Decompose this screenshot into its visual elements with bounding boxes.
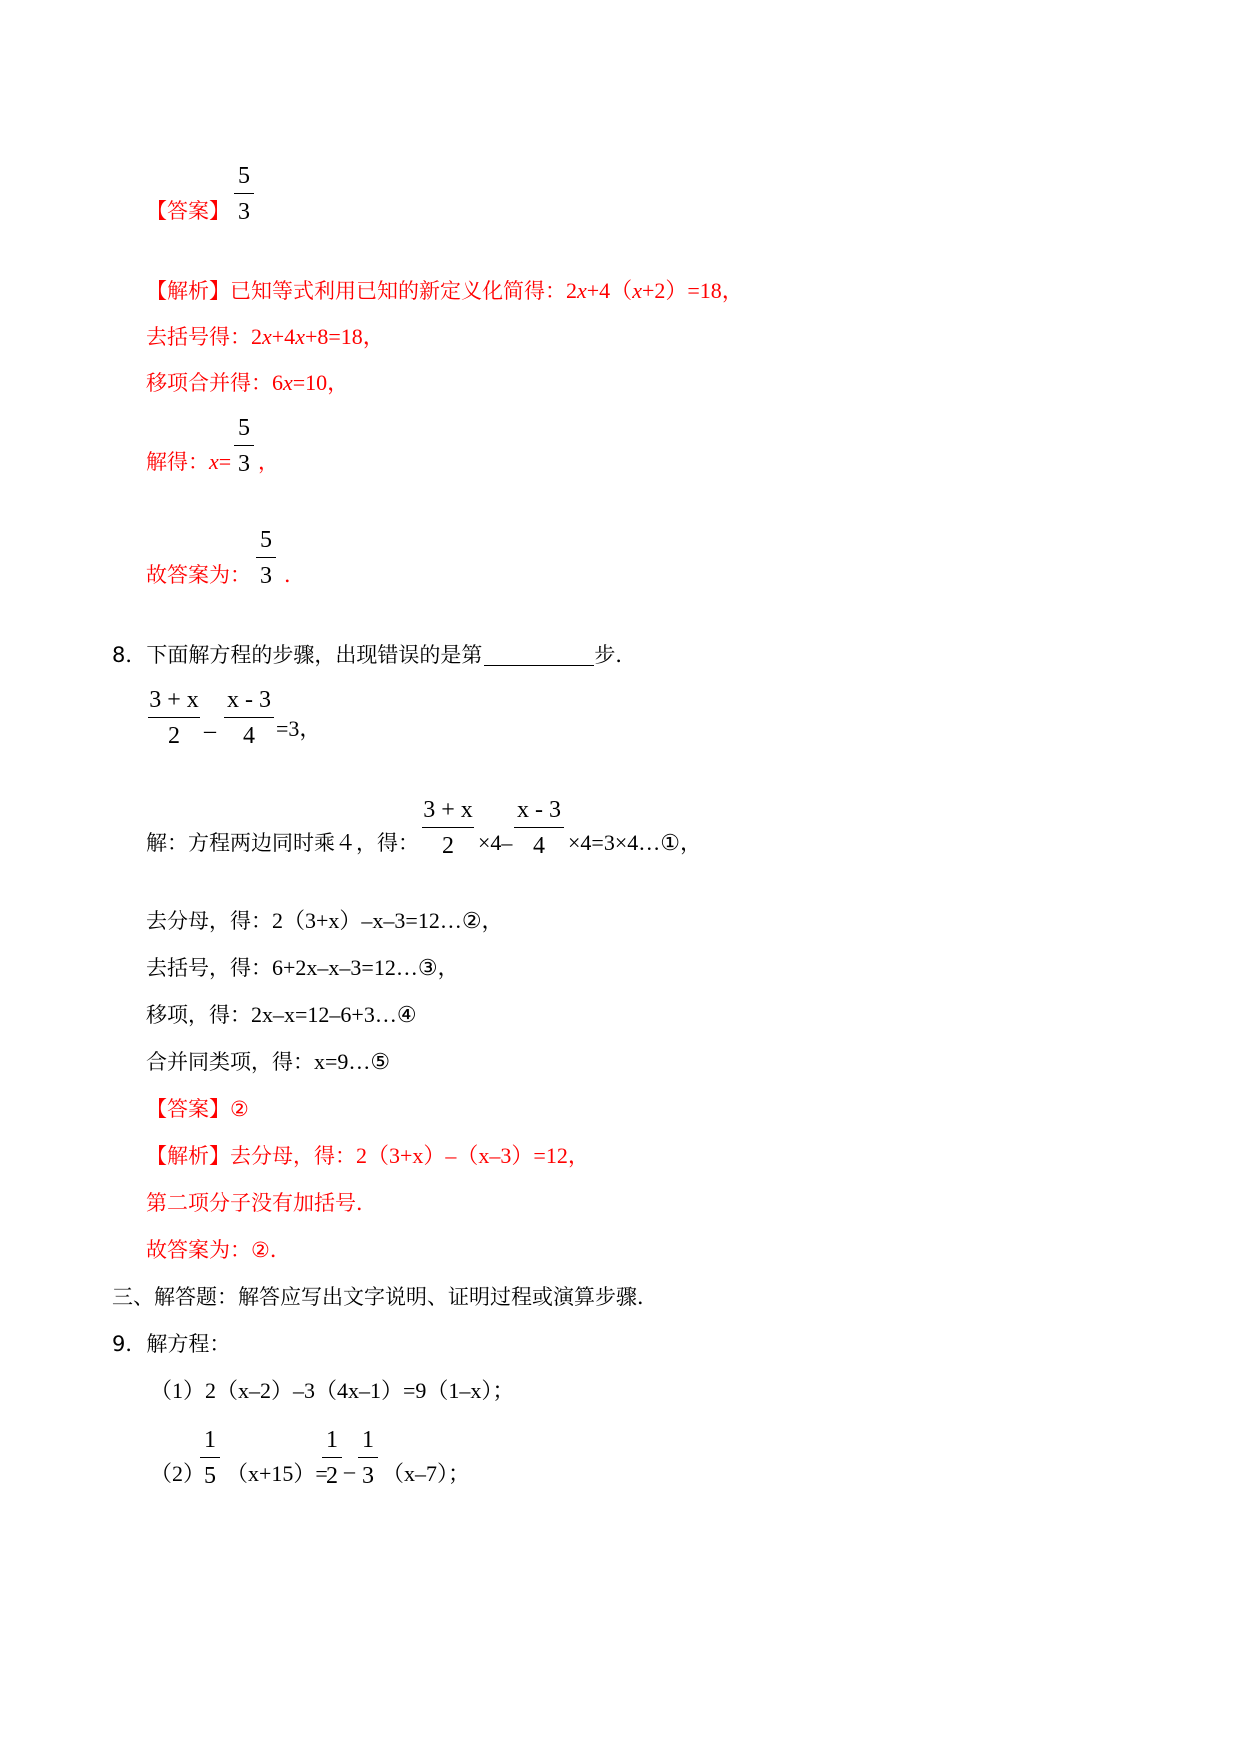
q8-sol-tail: ×4=3×4…①， (568, 830, 702, 855)
q8-step-1 (146, 906, 504, 936)
q8-note-line: 第二项分子没有加括号． (146, 1191, 377, 1215)
step-math: x= (209, 449, 232, 474)
fraction-numerator: 3 + x (423, 797, 473, 823)
analysis-text: 已知等式利用已知的新定义化简得： (230, 279, 566, 303)
q8-eq-tail: =3， (276, 716, 322, 741)
q8-final-line: 故答案为：②． (146, 1238, 291, 1262)
q8-eq-fraction-1 (148, 684, 200, 752)
q9-part-2-fraction-3 (358, 1424, 378, 1492)
step-math: 2x–x=12–6+3…④ (251, 1002, 417, 1027)
q9-part-2-fraction-1 (200, 1424, 220, 1492)
answer-value: ② (230, 1097, 249, 1121)
q7-final-tail: ． (284, 563, 305, 587)
fraction-denominator: 2 (326, 1463, 338, 1489)
fraction-bar (322, 1457, 342, 1458)
fraction-numerator: 1 (204, 1427, 216, 1453)
fraction-bar (234, 445, 254, 446)
fraction-bar (148, 717, 200, 718)
fraction-numerator: x - 3 (517, 797, 561, 823)
fraction-bar (224, 717, 274, 718)
step-math: 6x=10， (272, 370, 350, 395)
q7-step1-line (146, 322, 385, 352)
answer-blank (484, 643, 594, 666)
q9-part-2-fraction-2 (322, 1424, 342, 1492)
fraction-denominator: 2 (168, 723, 180, 749)
final-text: 故答案为： (146, 563, 251, 587)
step-math: 6+2x–x–3=12…③， (272, 955, 460, 980)
fraction-denominator: 3 (362, 1463, 374, 1489)
fraction-bar (422, 827, 474, 828)
fraction-denominator: 3 (238, 199, 250, 225)
q8-answer-line (146, 1094, 249, 1124)
q9-part-2-mid: （x+15）= (226, 1461, 328, 1486)
step-label: 移项，得： (146, 1003, 251, 1027)
step-label: 去分母，得： (146, 909, 272, 933)
fraction-numerator: x - 3 (227, 687, 271, 713)
step-label: 去括号，得： (146, 956, 272, 980)
q8-analysis-line (146, 1141, 590, 1171)
question-text: 下面解方程的步骤，出现错误的是第 (146, 643, 483, 667)
q7-answer-fraction (234, 160, 254, 228)
step-label: 合并同类项，得： (146, 1050, 314, 1074)
fraction-denominator: 5 (204, 1463, 216, 1489)
q7-step3-fraction (234, 412, 254, 480)
q7-step3-line (146, 447, 231, 477)
fraction-denominator: 2 (442, 833, 454, 859)
fraction-bar (234, 193, 254, 194)
q9-part-2-label: （2） (150, 1461, 206, 1486)
question-number: 8． (112, 643, 147, 667)
fraction-numerator: 5 (238, 163, 250, 189)
question-tail: 步． (594, 643, 637, 667)
q9-part-2-minus: – (344, 1458, 355, 1483)
section-3-title: 三、解答题：解答应写出文字说明、证明过程或演算步骤． (112, 1285, 658, 1309)
q8-eq-minus: – (204, 718, 216, 744)
analysis-label: 【解析】 (146, 1144, 230, 1168)
q8-sol-fraction-2 (514, 794, 564, 862)
q7-final-line (146, 560, 251, 590)
step-math: 2（3+x）–x–3=12…②， (272, 908, 504, 933)
fraction-bar (200, 1457, 220, 1458)
step-math: x=9…⑤ (314, 1049, 391, 1074)
step-text: 去括号得： (146, 325, 251, 349)
q7-step2-line (146, 368, 349, 398)
q9-part-2-tail: （x–7）； (382, 1461, 471, 1486)
q8-sol-mid: ×4– (478, 830, 513, 855)
q9-part-1: （1）2（x–2）–3（4x–1）=9（1–x）； (150, 1378, 515, 1403)
fraction-denominator: 4 (533, 833, 545, 859)
step-text: 移项合并得： (146, 371, 272, 395)
question-number: 9． (112, 1332, 147, 1356)
q8-sol-fraction-1 (422, 794, 474, 862)
step-text: 解得： (146, 450, 209, 474)
fraction-numerator: 3 + x (149, 687, 199, 713)
fraction-denominator: 4 (243, 723, 255, 749)
q7-answer-line (146, 196, 230, 226)
fraction-numerator: 1 (326, 1427, 338, 1453)
q8-question (112, 640, 636, 670)
q8-solution-lead: 解：方程两边同时乘４，得： (146, 831, 419, 855)
q9-title (112, 1329, 230, 1359)
q8-step-2 (146, 953, 460, 983)
analysis-label: 【解析】 (146, 279, 230, 303)
fraction-numerator: 1 (362, 1427, 374, 1453)
q7-final-fraction (256, 524, 276, 592)
q7-analysis-line (146, 276, 744, 306)
answer-label: 【答案】 (146, 1097, 230, 1121)
q8-step-3 (146, 1000, 417, 1030)
question-text: 解方程： (146, 1332, 231, 1356)
fraction-bar (256, 557, 276, 558)
fraction-denominator: 3 (260, 563, 272, 589)
analysis-math: 2（3+x）–（x–3）=12， (356, 1143, 590, 1168)
answer-label: 【答案】 (146, 199, 230, 223)
analysis-text: 去分母，得： (230, 1144, 356, 1168)
fraction-denominator: 3 (238, 451, 250, 477)
fraction-bar (514, 827, 564, 828)
step-math: 2x+4x+8=18， (251, 324, 385, 349)
q7-step3-tail: ， (258, 450, 279, 474)
q8-eq-fraction-2 (224, 684, 274, 752)
analysis-math: 2x+4（x+2）=18， (566, 278, 744, 303)
fraction-bar (358, 1457, 378, 1458)
q8-step-4 (146, 1047, 390, 1077)
fraction-numerator: 5 (260, 527, 272, 553)
fraction-numerator: 5 (238, 415, 250, 441)
